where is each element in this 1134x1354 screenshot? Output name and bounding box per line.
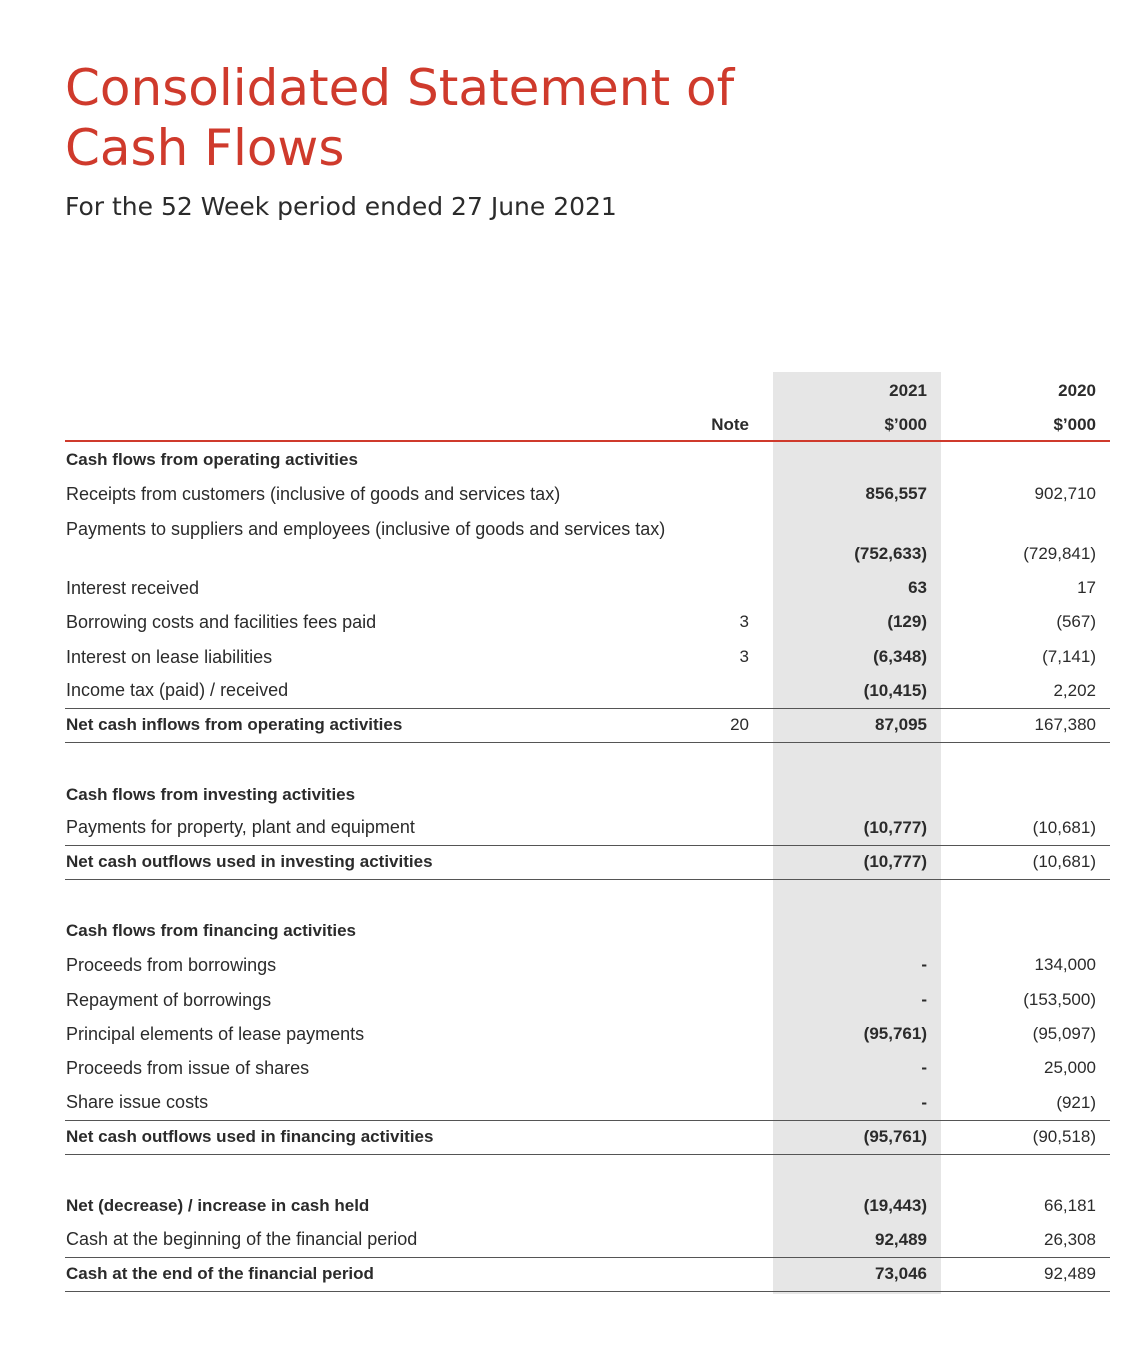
header-year-2021: 2021 — [889, 381, 927, 400]
row-label: Net cash outflows used in financing activities — [66, 1127, 434, 1146]
row-value-2020: (7,141) — [1042, 647, 1096, 666]
row-value-2021: (95,761) — [863, 1024, 927, 1043]
subtotal-row-financing — [65, 1120, 1110, 1155]
row-value-2021: - — [921, 955, 927, 974]
row-value-2021: (10,777) — [863, 852, 927, 871]
row-value-2021: 856,557 — [865, 484, 927, 503]
row-label: Borrowing costs and facilities fees paid — [66, 612, 377, 632]
row-value-2020: (153,500) — [1023, 990, 1096, 1009]
header-unit-2020: $’000 — [1053, 415, 1096, 434]
row-label: Interest received — [66, 578, 200, 598]
table-row — [65, 811, 1110, 846]
row-value-2020: 92,489 — [1044, 1264, 1096, 1283]
row-label: Repayment of borrowings — [66, 990, 272, 1010]
row-value-2020: 902,710 — [1034, 484, 1096, 503]
row-label: Receipts from customers (inclusive of goods and services tax) — [66, 484, 561, 504]
row-value-2020: 167,380 — [1034, 715, 1096, 734]
page-title — [65, 58, 734, 178]
section-heading-investing — [65, 778, 1110, 812]
table-row — [65, 605, 1110, 639]
row-label: Interest on lease liabilities — [66, 647, 273, 667]
row-label: Payments to suppliers and employees (inclusive of goods and services tax) — [66, 519, 666, 539]
table-row — [65, 514, 1110, 570]
header-year-2020: 2020 — [1058, 381, 1096, 400]
row-label: Proceeds from borrowings — [66, 955, 277, 975]
row-label: Net cash inflows from operating activities — [66, 715, 403, 734]
section-heading-operating — [65, 443, 1110, 477]
row-label: Cash at the beginning of the financial period — [66, 1229, 418, 1249]
row-value-2021: - — [921, 990, 927, 1009]
row-label: Share issue costs — [66, 1092, 209, 1112]
row-value-2021: 63 — [908, 578, 927, 597]
page-title-line-2: Cash Flows — [65, 119, 345, 177]
opening-cash-row — [65, 1223, 1110, 1258]
row-value-2020: (10,681) — [1032, 818, 1096, 837]
row-value-2020: 26,308 — [1044, 1230, 1096, 1249]
page-title-line-1: Consolidated Statement of — [65, 59, 735, 117]
row-value-2021: (129) — [887, 612, 927, 631]
row-label: Net cash outflows used in investing activities — [66, 852, 433, 871]
subtotal-row-operating — [65, 708, 1110, 743]
row-value-2020: 17 — [1077, 578, 1096, 597]
row-label: Cash flows from financing activities — [66, 921, 357, 940]
row-value-2020: (567) — [1056, 612, 1096, 631]
row-label: Payments for property, plant and equipment — [66, 817, 415, 837]
row-value-2020: 134,000 — [1034, 955, 1096, 974]
net-change-row — [65, 1189, 1110, 1223]
row-label: Proceeds from issue of shares — [66, 1058, 310, 1078]
row-value-2020: (90,518) — [1032, 1127, 1096, 1146]
table-row — [65, 477, 1110, 511]
row-label: Principal elements of lease payments — [66, 1024, 365, 1044]
row-value-2020: 2,202 — [1053, 681, 1096, 700]
table-row — [65, 948, 1110, 982]
section-heading-financing — [65, 914, 1110, 948]
table-row — [65, 640, 1110, 674]
row-value-2020: (921) — [1056, 1093, 1096, 1112]
row-value-2020: (729,841) — [1023, 544, 1096, 563]
table-row — [65, 1051, 1110, 1085]
header-unit-2021: $’000 — [884, 415, 927, 434]
table-row — [65, 1086, 1110, 1121]
row-value-2020: (95,097) — [1032, 1024, 1096, 1043]
row-value-2020: (10,681) — [1032, 852, 1096, 871]
row-value-2020: 25,000 — [1044, 1058, 1096, 1077]
period-subtitle: For the 52 Week period ended 27 June 2021 — [65, 192, 617, 221]
row-value-2021: 92,489 — [875, 1230, 927, 1249]
row-note: 3 — [739, 612, 749, 631]
row-label: Cash flows from investing activities — [66, 785, 356, 804]
row-value-2020: 66,181 — [1044, 1196, 1096, 1215]
row-value-2021: (95,761) — [863, 1127, 927, 1146]
row-value-2021: (10,777) — [863, 818, 927, 837]
row-note: 20 — [730, 715, 749, 734]
header-rule — [65, 440, 1110, 442]
row-label: Cash flows from operating activities — [66, 450, 358, 469]
row-label: Net (decrease) / increase in cash held — [66, 1196, 370, 1215]
row-label: Cash at the end of the financial period — [66, 1264, 374, 1283]
row-value-2021: - — [921, 1058, 927, 1077]
table-row — [65, 674, 1110, 709]
closing-cash-row — [65, 1257, 1110, 1292]
table-row — [65, 983, 1110, 1017]
row-value-2021: (752,633) — [854, 544, 927, 563]
table-row — [65, 571, 1110, 605]
table-row — [65, 1017, 1110, 1051]
subtotal-row-investing — [65, 845, 1110, 880]
row-value-2021: (19,443) — [863, 1196, 927, 1215]
row-label: Income tax (paid) / received — [66, 680, 289, 700]
header-note: Note — [711, 415, 749, 434]
row-value-2021: (6,348) — [873, 647, 927, 666]
row-note: 3 — [739, 647, 749, 666]
row-value-2021: - — [921, 1093, 927, 1112]
row-value-2021: 73,046 — [875, 1264, 927, 1283]
row-value-2021: (10,415) — [863, 681, 927, 700]
row-value-2021: 87,095 — [875, 715, 927, 734]
